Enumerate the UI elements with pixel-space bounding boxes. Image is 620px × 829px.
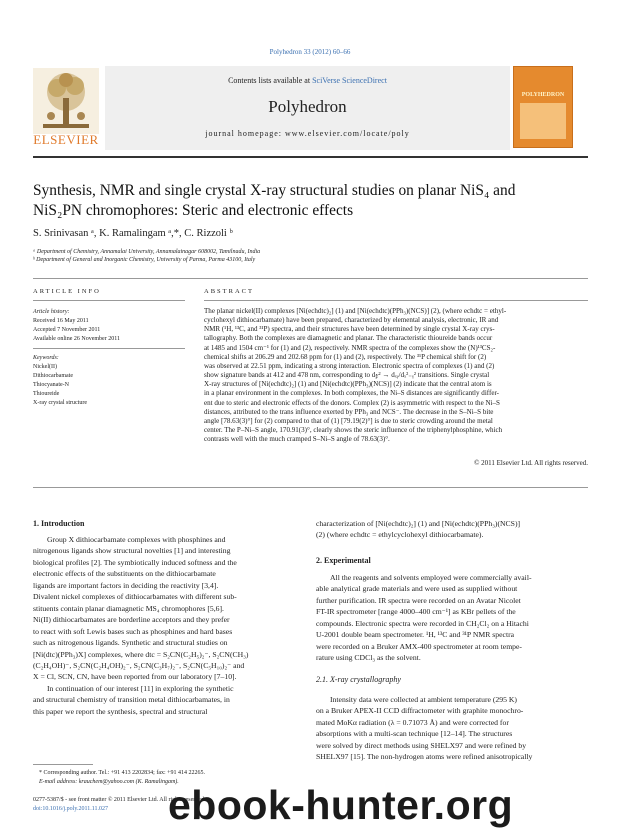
intro-continued: (2) (where echdtc = ethylcyclohexyl dithiocarbamate).: [316, 530, 484, 540]
article-title-line1: Synthesis, NMR and single crystal X-ray structural studies on planar NiS₄ and: [33, 182, 516, 199]
journal-title: Polyhedron: [268, 97, 347, 116]
abstract-line: X-ray structures of [Ni(echdtc)₂] (1) and [Ni(echdtc)(PPh₃)(NCS)] (2) indicate that the central atom is: [204, 380, 492, 389]
abstract-line: chemical shifts at 206.29 and 202.68 ppm for (1) and (2), respectively. The ³¹P chemical shift for (2): [204, 352, 487, 361]
journal-homepage[interactable]: journal homepage: www.elsevier.com/locate/poly: [205, 129, 410, 138]
experimental-line: compounds. Electronic spectra were recorded in CH₂Cl₂ on a Hitachi: [316, 618, 529, 628]
intro-line: In continuation of our interest [11] in exploring the synthetic: [47, 683, 234, 693]
intro-line: Ni(II) dithiocarbamates are borderline acceptors and they prefer: [33, 615, 230, 625]
keywords-heading: Keywords:: [33, 355, 59, 361]
intro-line: biological profiles [2]. The symbiotically induced softness and the: [33, 557, 237, 567]
intro-line: to react with soft Lewis bases such as phosphines and hard bases: [33, 626, 233, 636]
affiliation-a: ᵃ Department of Chemistry, Annamalai University, Annamalainagar 608002, Tamilnadu, India: [33, 249, 261, 255]
abstract-line: in a planar environment in the complexes. In both complexes, the Ni–S distances are significantly differ-: [204, 389, 500, 398]
xray-line: SHELX97 [15]. The non-hydrogen atoms were refined anisotropically: [316, 752, 533, 762]
abstract-line: ent due to steric and electronic effects of the donors. Complex (2) is asymmetric with respect to the Ni–S: [204, 398, 500, 407]
abstract-bottom-rule: [33, 487, 588, 488]
corresponding-author: * Corresponding author. Tel.: +91 413 2202834; fax: +91 414 22265.: [39, 770, 206, 776]
abstract-line: The planar nickel(II) complexes [Ni(echdtc)₂] (1) and [Ni(echdtc)(PPh₃)(NCS)] (2), (where echdtc = ethyl-: [204, 307, 507, 315]
online-date: Available online 26 November 2011: [33, 336, 120, 342]
doi-link[interactable]: doi:10.1016/j.poly.2011.11.027: [33, 806, 108, 812]
watermark: ebook-hunter.org: [168, 782, 514, 828]
article-info-heading: ARTICLE INFO: [33, 288, 101, 295]
experimental-text: [316, 572, 588, 664]
article-history: [33, 308, 120, 344]
keyword: X-ray crystal structure: [33, 400, 87, 406]
experimental-line: All the reagents and solvents employed were commercially avail-: [330, 573, 532, 582]
keyword: Dithiocarbamate: [33, 373, 73, 379]
abstract-line: angle [78.63(3)°] for (2) compared to that of (1) [79.19(2)°] is due to steric crowding around the metal: [204, 416, 493, 425]
experimental-heading: 2. Experimental: [316, 556, 371, 565]
cover-title: POLYHEDRON: [521, 92, 565, 98]
keyword: Thioureide: [33, 391, 60, 397]
article-title-line2: NiS₂PN chromophores: Steric and electronic effects: [33, 202, 354, 219]
intro-line: ligands are important factors in deciding the reactivity [3,4].: [33, 580, 219, 590]
abstract-body: [204, 307, 588, 444]
right-column: [316, 518, 588, 541]
experimental-line: rature using CDCl₃ as the solvent.: [316, 653, 421, 663]
xray-line: Intensity data were collected at ambient temperature (295 K): [330, 695, 517, 704]
xray-heading: 2.1. X-ray crystallography: [316, 675, 401, 684]
experimental-line: were recorded on a Bruker AMX-400 spectrometer at room tempe-: [316, 641, 522, 651]
sciencedirect-link[interactable]: SciVerse ScienceDirect: [312, 76, 387, 85]
affiliation-b: ᵇ Department of General and Inorganic Chemistry, University of Parma, Parma 43100, Italy: [33, 257, 256, 263]
keyword: Thiocyanate-N: [33, 382, 69, 388]
copyright: © 2011 Elsevier Ltd. All rights reserved.: [474, 459, 588, 467]
journal-header: [33, 66, 588, 152]
contents-prefix: Contents lists available at: [228, 76, 313, 85]
abstract-heading: ABSTRACT: [204, 288, 254, 295]
intro-continued: characterization of [Ni(echdtc)₂] (1) and [Ni(echdtc)(PPh₃)(NCS)]: [316, 519, 521, 528]
intro-line: this paper we report the synthesis, spectral and structural: [33, 706, 208, 716]
intro-line: X = Cl, SCN, CN, have been reported from our laboratory [7–10].: [33, 672, 237, 682]
article-title: [33, 181, 593, 221]
elsevier-tree-icon: [33, 68, 99, 134]
intro-line: electronic effects of the substituents on the dithiocarbamate: [33, 569, 216, 579]
intro-line: [Ni(dtc)(PPh₃)X] complexes, where dtc = S₂CN(C₂H₅)₂⁻, S₂CN(CH₃): [33, 649, 249, 659]
intro-line: Divalent nickel complexes of dithiocarbamates with different sub-: [33, 592, 237, 602]
intro-text: [33, 534, 305, 717]
abstract-line: NMR (¹H, ¹³C, and ³¹P) spectra, and their structures have been determined by single crystal X-ray crys-: [204, 325, 495, 334]
header-rule: [33, 156, 588, 158]
cover-panel: [520, 103, 566, 139]
journal-cover: [513, 66, 573, 148]
xray-line: absorptions with a multi-scan technique [12–14]. The structures: [316, 729, 513, 739]
xray-line: were solved by direct methods using SHELX97 and were refined by: [316, 740, 527, 750]
abstract-line: show signature bands at 412 and 478 nm, corresponding to d𝓏² → dₓᵧ/dₓ²₋ᵧ² transitions. Single crystal: [204, 371, 490, 380]
intro-heading: 1. Introduction: [33, 519, 85, 528]
experimental-line: FT-IR spectrometer [range 4000–400 cm⁻¹] as KBr pellets of the: [316, 607, 516, 617]
article-info-rule: [33, 300, 185, 301]
intro-line: nitrogenous ligands show structural novelties [1] and interesting: [33, 546, 231, 556]
elsevier-wordmark: ELSEVIER: [33, 132, 99, 147]
abstract-line: contrasts well with the much cramped S–Ni–S angle of 78.63(3)°.: [204, 435, 390, 444]
affiliation-rule: [33, 278, 588, 279]
intro-line: such as nitrogenous ligands. Synthetic and structural studies on: [33, 638, 228, 648]
experimental-line: U-2001 double beam spectrometer. ¹H, ¹³C and ³¹P NMR spectra: [316, 630, 515, 640]
received-date: Received 16 May 2011: [33, 318, 89, 324]
abstract-line: distances, attributed to the trans influence exerted by PPh₃ and NCS⁻. The decrease in the S–Ni–S bite: [204, 407, 494, 416]
history-rule: [33, 348, 185, 349]
intro-line: stituents contain planar diamagnetic MS₄ chromophores [5,6].: [33, 603, 224, 613]
issn-line: 0277-5387/$ - see front matter © 2011 Elsevier Ltd. All rights reserved.: [33, 797, 206, 803]
authors: S. Srinivasan ᵃ, K. Ramalingam ᵃ,*, C. Rizzoli ᵇ: [33, 228, 233, 239]
experimental-line: able analytical grade materials and were used as supplied without: [316, 584, 518, 594]
keywords: [33, 354, 87, 408]
abstract-line: at 1485 and 1504 cm⁻¹ for (1) and (2), respectively. NMR spectra of the complexes show the (N)¹³CS₂-: [204, 343, 496, 352]
elsevier-logo: [33, 68, 99, 148]
xray-line: on a Bruker APEX-II CCD diffractometer with graphite monochro-: [316, 706, 524, 716]
contents-line: [105, 76, 510, 85]
xray-line: mated MoKα radiation (λ = 0.71073 Å) and were corrected for: [316, 717, 509, 727]
abstract-line: was observed at 22.51 ppm, indicating a strong interaction. Electronic spectra of complexes (1) and (2): [204, 361, 495, 370]
experimental-line: further purification. IR spectra were recorded on an Avatar Nicolet: [316, 595, 521, 605]
abstract-line: tallography. Both the complexes are diamagnetic and planar. The characteristic thioureide bands occur: [204, 334, 493, 343]
intro-line: Group X dithiocarbamate complexes with phosphines and: [47, 535, 226, 544]
abstract-rule: [204, 300, 588, 301]
footnote-rule: [33, 764, 93, 765]
abstract-line: center. The P–Ni–S angle, 170.91(3)°, clearly shows the steric influence of the triphenylphosphine, which: [204, 426, 503, 435]
intro-line: and structural chemistry of transition metal dithiocarbamates, in: [33, 695, 230, 705]
history-heading: Article history:: [33, 309, 70, 315]
header-center-panel: [105, 66, 510, 150]
keyword: Nickel(II): [33, 364, 57, 370]
abstract-line: cyclohexyl dithiocarbamate) have been prepared, characterized by elemental analysis, electronic, IR and: [204, 316, 499, 325]
accepted-date: Accepted 7 November 2011: [33, 327, 101, 333]
email-address[interactable]: E-mail address: krauchem@yahoo.com (K. Ramalingam).: [39, 778, 179, 785]
intro-line: (C₂H₄OH)⁻, S₂CN(C₂H₄OH)₂⁻, S₂CN(C₃H₇)₂⁻, S₂CN(C₅H₁₀)₂⁻ and: [33, 660, 245, 670]
journal-reference[interactable]: Polyhedron 33 (2012) 60–66: [269, 48, 351, 56]
xray-text: [316, 694, 588, 763]
